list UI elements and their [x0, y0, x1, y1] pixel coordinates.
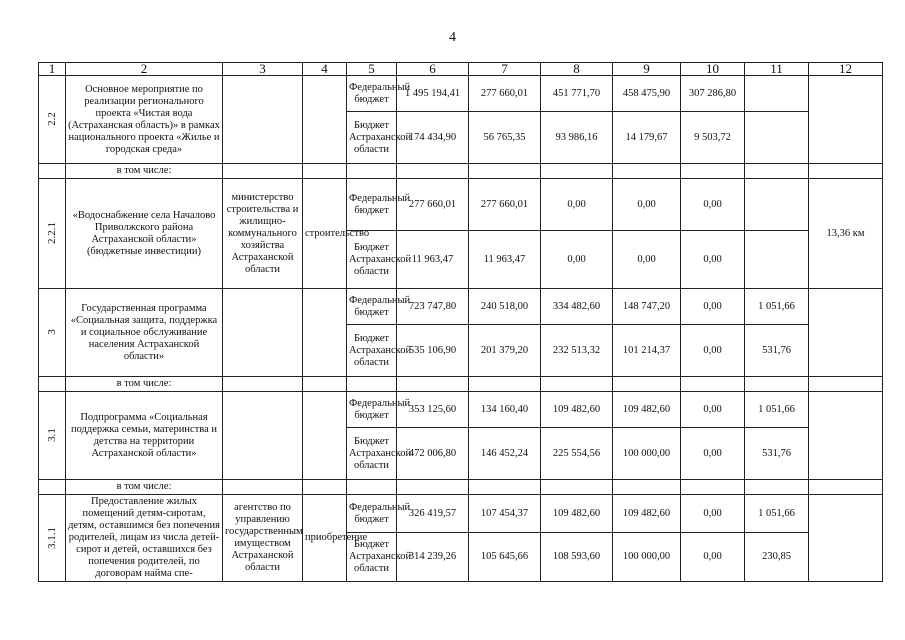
value-cell: 201 379,20	[469, 325, 541, 377]
row-executor	[223, 289, 303, 377]
value-cell: 240 518,00	[469, 289, 541, 325]
funding-source: Бюджет Астраханской области	[347, 231, 397, 289]
value-cell: 277 660,01	[469, 76, 541, 112]
in-total-label: в том числе:	[66, 377, 223, 392]
page-number: 4	[449, 30, 456, 45]
column-header: 3	[223, 63, 303, 76]
value-cell: 0,00	[681, 495, 745, 533]
table-row	[39, 392, 883, 428]
value-cell: 0,00	[681, 428, 745, 480]
row-type	[303, 289, 347, 377]
value-cell: 232 513,32	[541, 325, 613, 377]
value-cell: 535 106,90	[397, 325, 469, 377]
row-result	[809, 289, 883, 377]
row-executor	[223, 76, 303, 164]
row-description: Предоставление жилых помещений детям-сиротам, детям, оставшимся без попечения родителей, лицам из числа детей-сирот и детей, оставшихся без попечения родителей, по договорам найма спе-	[66, 495, 223, 582]
value-cell: 0,00	[681, 179, 745, 231]
header-row	[39, 63, 883, 76]
value-cell: 148 747,20	[613, 289, 681, 325]
value-cell: 100 000,00	[613, 533, 681, 582]
row-executor	[223, 392, 303, 480]
value-cell: 307 286,80	[681, 76, 745, 112]
row-index: 2.2	[39, 76, 66, 164]
value-cell: 0,00	[613, 179, 681, 231]
row-result	[809, 495, 883, 582]
subtotal-row	[39, 377, 883, 392]
funding-source: Бюджет Астраханской области	[347, 325, 397, 377]
row-result	[809, 76, 883, 164]
value-cell: 14 179,67	[613, 112, 681, 164]
funding-source: Бюджет Астраханской области	[347, 533, 397, 582]
value-cell: 109 482,60	[613, 392, 681, 428]
value-cell: 0,00	[541, 231, 613, 289]
value-cell: 109 482,60	[541, 392, 613, 428]
value-cell: 109 482,60	[541, 495, 613, 533]
column-header: 5	[347, 63, 397, 76]
value-cell: 723 747,80	[397, 289, 469, 325]
value-cell	[745, 76, 809, 112]
value-cell: 108 593,60	[541, 533, 613, 582]
value-cell: 458 475,90	[613, 76, 681, 112]
funding-source: Федеральный бюджет	[347, 392, 397, 428]
row-description: «Водоснабжение села Началово Приволжского района Астраханской области» (бюджетные инвестиции)	[66, 179, 223, 289]
value-cell: 0,00	[681, 325, 745, 377]
value-cell: 277 660,01	[469, 179, 541, 231]
row-type	[303, 392, 347, 480]
value-cell: 326 419,57	[397, 495, 469, 533]
in-total-label: в том числе:	[66, 164, 223, 179]
value-cell: 1 051,66	[745, 289, 809, 325]
funding-source: Федеральный бюджет	[347, 495, 397, 533]
value-cell: 531,76	[745, 428, 809, 480]
value-cell: 174 434,90	[397, 112, 469, 164]
table-row	[39, 76, 883, 112]
subtotal-row	[39, 480, 883, 495]
column-header: 9	[613, 63, 681, 76]
funding-source: Бюджет Астраханской области	[347, 112, 397, 164]
row-type	[303, 76, 347, 164]
program-table	[38, 62, 883, 582]
value-cell: 100 000,00	[613, 428, 681, 480]
value-cell: 353 125,60	[397, 392, 469, 428]
value-cell: 11 963,47	[397, 231, 469, 289]
value-cell	[745, 112, 809, 164]
value-cell: 0,00	[681, 533, 745, 582]
column-header: 4	[303, 63, 347, 76]
row-description: Подпрограмма «Социальная поддержка семьи, материнства и детства на территории Астраханской области»	[66, 392, 223, 480]
value-cell: 107 454,37	[469, 495, 541, 533]
value-cell: 225 554,56	[541, 428, 613, 480]
value-cell: 109 482,60	[613, 495, 681, 533]
row-executor: министерство строительства и жилищно-коммунального хозяйства Астраханской области	[223, 179, 303, 289]
value-cell: 0,00	[681, 289, 745, 325]
value-cell: 101 214,37	[613, 325, 681, 377]
row-type: строительство	[303, 179, 347, 289]
value-cell: 0,00	[681, 392, 745, 428]
row-index: 3.1.1	[39, 495, 66, 582]
funding-source: Бюджет Астраханской области	[347, 428, 397, 480]
value-cell: 472 006,80	[397, 428, 469, 480]
funding-source: Федеральный бюджет	[347, 179, 397, 231]
row-index: 3.1	[39, 392, 66, 480]
row-index: 2.2.1	[39, 179, 66, 289]
value-cell: 1 051,66	[745, 392, 809, 428]
value-cell: 1 051,66	[745, 495, 809, 533]
value-cell: 451 771,70	[541, 76, 613, 112]
value-cell: 314 239,26	[397, 533, 469, 582]
column-header: 11	[745, 63, 809, 76]
value-cell: 531,76	[745, 325, 809, 377]
value-cell: 0,00	[613, 231, 681, 289]
value-cell: 93 986,16	[541, 112, 613, 164]
value-cell: 134 160,40	[469, 392, 541, 428]
row-result	[809, 392, 883, 480]
row-index: 3	[39, 289, 66, 377]
column-header: 6	[397, 63, 469, 76]
row-description: Государственная программа «Социальная защита, поддержка и социальное обслуживание населения Астраханской области»	[66, 289, 223, 377]
row-type: приобретение	[303, 495, 347, 582]
value-cell: 277 660,01	[397, 179, 469, 231]
funding-source: Федеральный бюджет	[347, 76, 397, 112]
table-row	[39, 495, 883, 533]
row-result: 13,36 км	[809, 179, 883, 289]
value-cell: 146 452,24	[469, 428, 541, 480]
column-header: 10	[681, 63, 745, 76]
value-cell: 334 482,60	[541, 289, 613, 325]
funding-source: Федеральный бюджет	[347, 289, 397, 325]
column-header: 8	[541, 63, 613, 76]
column-header: 2	[66, 63, 223, 76]
row-executor: агентство по управлению государственным имуществом Астраханской области	[223, 495, 303, 582]
value-cell: 0,00	[541, 179, 613, 231]
value-cell: 9 503,72	[681, 112, 745, 164]
value-cell: 1 495 194,41	[397, 76, 469, 112]
value-cell	[745, 231, 809, 289]
value-cell: 11 963,47	[469, 231, 541, 289]
value-cell: 230,85	[745, 533, 809, 582]
table-row	[39, 289, 883, 325]
in-total-label: в том числе:	[66, 480, 223, 495]
value-cell: 56 765,35	[469, 112, 541, 164]
value-cell: 0,00	[681, 231, 745, 289]
row-description: Основное мероприятие по реализации регионального проекта «Чистая вода (Астраханская область)» в рамках национального проекта «Жилье и городская среда»	[66, 76, 223, 164]
value-cell: 105 645,66	[469, 533, 541, 582]
value-cell	[745, 179, 809, 231]
table-row	[39, 179, 883, 231]
column-header: 12	[809, 63, 883, 76]
column-header: 7	[469, 63, 541, 76]
subtotal-row	[39, 164, 883, 179]
column-header: 1	[39, 63, 66, 76]
